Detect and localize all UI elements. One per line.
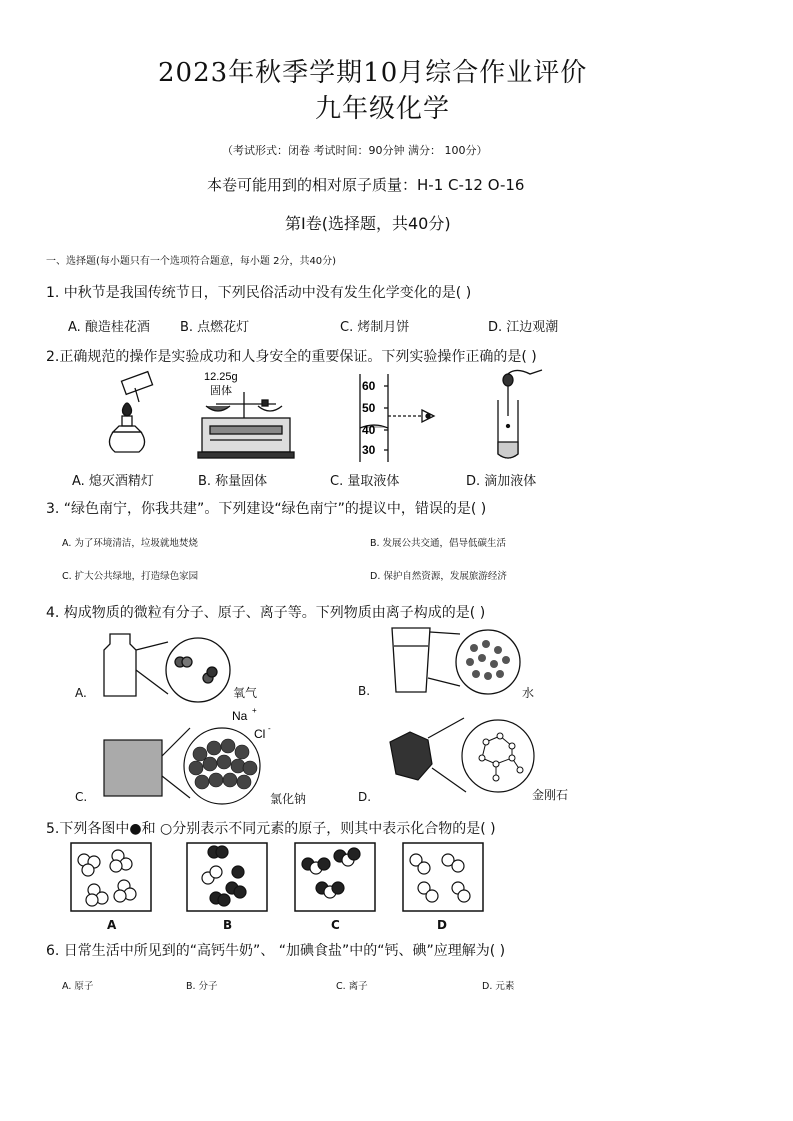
q1-option-c[interactable]: C. 烤制月饼	[340, 320, 410, 335]
chloride-ion-charge: -	[268, 724, 271, 733]
cylinder-figure	[348, 372, 448, 464]
q3-option-b[interactable]: B. 发展公共交通，倡导低碳生活	[370, 538, 507, 549]
dropper-figure	[484, 366, 544, 464]
q2-option-a[interactable]: A. 熄灭酒精灯	[72, 474, 154, 489]
water-molecule-figure	[388, 624, 528, 700]
question-4-stem: 4. 构成物质的微粒有分子、原子、离子等。下列物质由离子构成的是( )	[46, 605, 486, 621]
balance-solid-label: 固体	[210, 385, 232, 397]
chloride-ion-label: Cl	[254, 727, 266, 741]
q4-label-oxygen: 氧气	[233, 686, 258, 700]
question-6-stem: 6. 日常生活中所见到的“高钙牛奶”、 “加碘食盐”中的“钙、碘”应理解为( )	[46, 943, 506, 959]
q4-label-water: 水	[522, 686, 535, 700]
q6-option-b[interactable]: B. 分子	[186, 981, 218, 992]
tick-30: 30	[362, 443, 376, 457]
q5-option-a[interactable]: A	[107, 918, 117, 932]
tick-50: 50	[362, 401, 376, 415]
question-1-stem: 1. 中秋节是我国传统节日，下列民俗活动中没有发生化学变化的是( )	[46, 285, 472, 301]
q2-option-b[interactable]: B. 称量固体	[198, 474, 268, 489]
exam-subtitle: 九年级化学	[315, 94, 451, 124]
q6-option-a[interactable]: A. 原子	[62, 981, 94, 992]
alcohol-lamp-figure	[95, 372, 165, 462]
section-title: 第Ⅰ卷(选择题，共40分)	[285, 214, 451, 233]
q3-option-d[interactable]: D. 保护自然资源，发展旅游经济	[370, 571, 507, 582]
q6-option-d[interactable]: D. 元素	[482, 981, 515, 992]
sodium-chloride-figure	[104, 706, 284, 806]
q4-option-b[interactable]: B.	[358, 684, 371, 698]
q5-box-b[interactable]	[186, 842, 268, 912]
q1-option-b[interactable]: B. 点燃花灯	[180, 320, 250, 335]
sodium-ion-label: Na	[232, 709, 248, 723]
q5-option-d[interactable]: D	[437, 918, 447, 932]
section-instruction: 一、选择题(每小题只有一个选项符合题意，每小题 2分，共40分)	[46, 256, 337, 267]
exam-title: 2023年秋季学期10月综合作业评价	[158, 58, 588, 88]
q4-option-a[interactable]: A.	[75, 686, 87, 700]
tick-60: 60	[362, 379, 376, 393]
q5-box-c[interactable]	[294, 842, 376, 912]
q1-option-d[interactable]: D. 江边观潮	[488, 320, 559, 335]
q4-label-nacl: 氯化钠	[270, 792, 307, 806]
q3-option-a[interactable]: A. 为了环境清洁，垃圾就地焚烧	[62, 538, 198, 549]
diamond-structure-figure	[388, 712, 538, 798]
q3-option-c[interactable]: C. 扩大公共绿地，打造绿色家园	[62, 571, 199, 582]
q5-box-d[interactable]	[402, 842, 484, 912]
q5-option-b[interactable]: B	[223, 918, 233, 932]
q2-option-c[interactable]: C. 量取液体	[330, 474, 400, 489]
balance-figure	[196, 370, 296, 464]
q4-option-c[interactable]: C.	[75, 790, 88, 804]
atomic-mass-note: 本卷可能用到的相对原子质量：H-1 C-12 O-16	[207, 176, 525, 194]
q5-box-a[interactable]	[70, 842, 152, 912]
q4-option-d[interactable]: D.	[358, 790, 372, 804]
question-3-stem: 3. “绿色南宁，你我共建”。下列建设“绿色南宁”的提议中，错误的是( )	[46, 501, 487, 517]
q6-option-c[interactable]: C. 离子	[336, 981, 368, 992]
q1-option-a[interactable]: A. 酿造桂花酒	[68, 320, 150, 335]
question-2-stem: 2.正确规范的操作是实验成功和人身安全的重要保证。下列实验操作正确的是( )	[46, 349, 537, 365]
tick-40: 40	[362, 423, 376, 437]
sodium-ion-charge: +	[252, 706, 257, 715]
q5-option-c[interactable]: C	[331, 918, 340, 932]
exam-info: （考试形式：闭卷 考试时间：90分钟 满分： 100分）	[222, 144, 488, 157]
q4-label-diamond: 金刚石	[532, 788, 569, 802]
question-5-stem: 5.下列各图中●和 ○分别表示不同元素的原子，则其中表示化合物的是( )	[46, 821, 496, 837]
balance-mass-label: 12.25g	[204, 371, 238, 383]
q2-option-d[interactable]: D. 滴加液体	[466, 474, 537, 489]
